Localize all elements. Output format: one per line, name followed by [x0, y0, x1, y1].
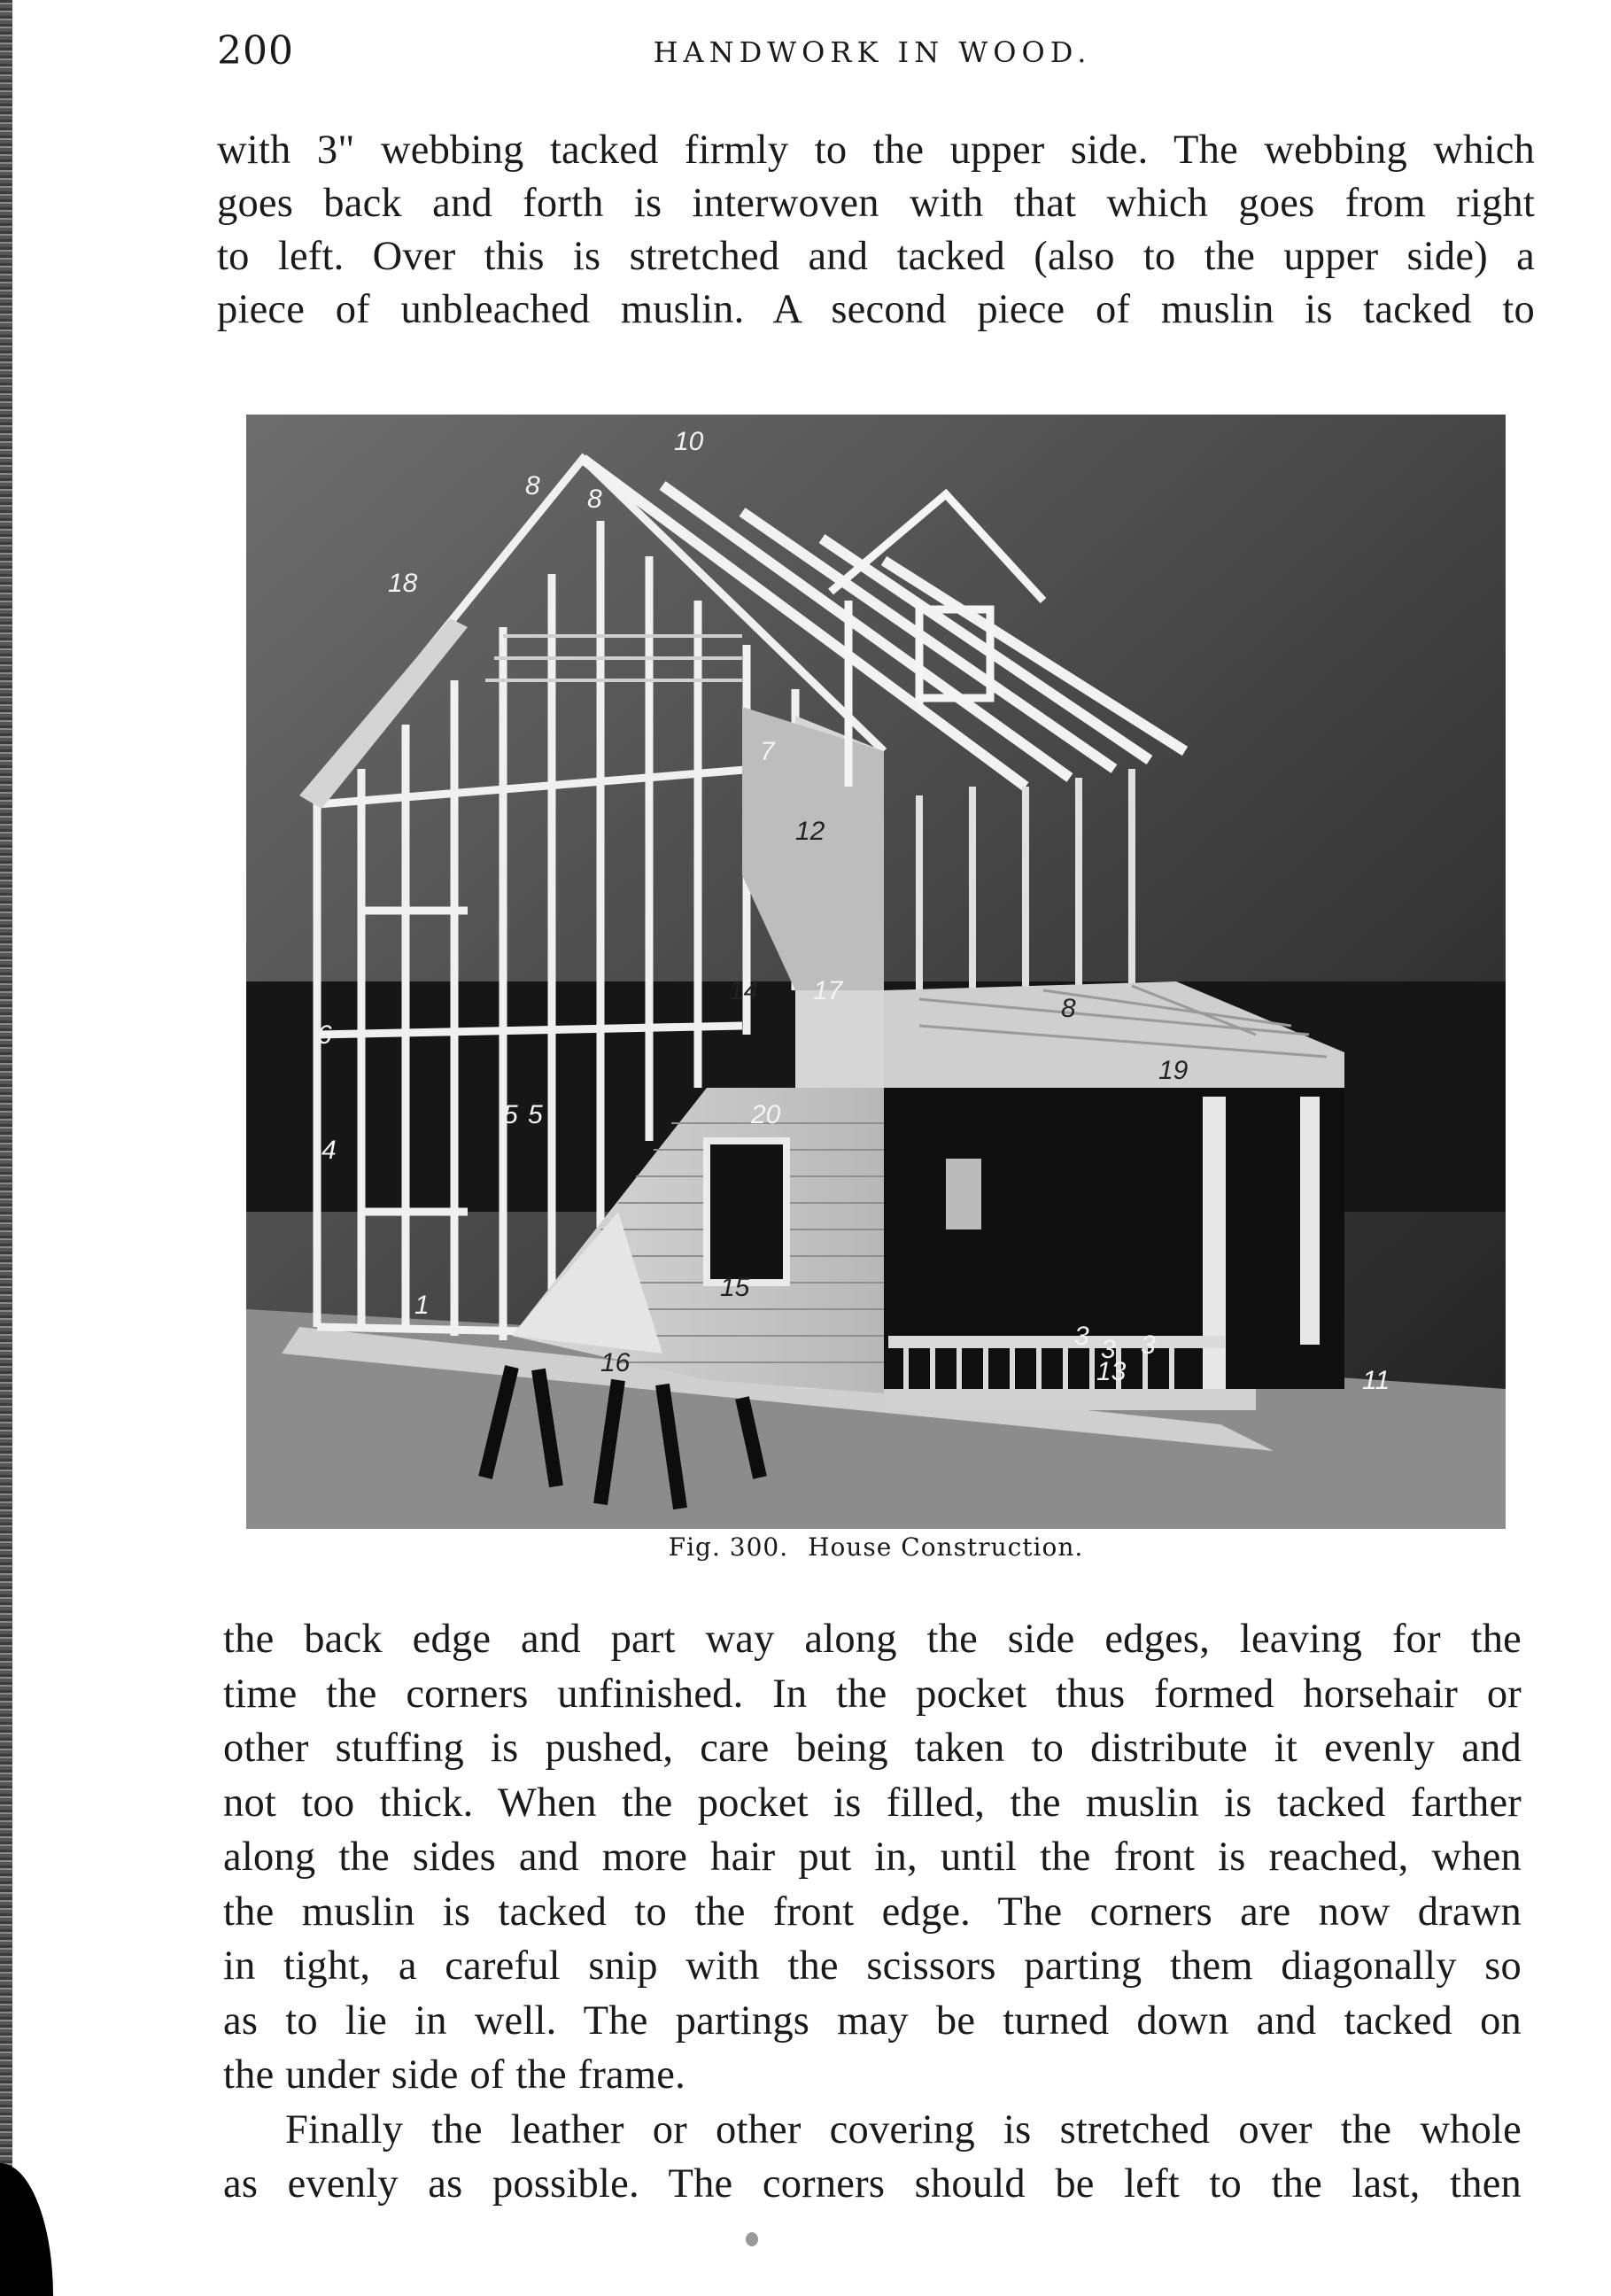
text-line: other stuffing is pushed, care being taken to distribute it evenly and [223, 1726, 1522, 1771]
label-8: 8 [587, 485, 602, 514]
text-line: the muslin is tacked to the front edge. The corners are now drawn [223, 1889, 1522, 1935]
label-3: 3 [1141, 1330, 1156, 1360]
scan-speck [746, 2232, 758, 2246]
label-6: 6 [317, 1020, 332, 1050]
text-line: as evenly as possible. The corners should be left to the last, then [223, 2161, 1522, 2207]
label-8: 8 [1061, 994, 1076, 1023]
porch-floor [884, 1389, 1256, 1410]
text-line: not too thick. When the pocket is filled, the muslin is tacked farther [223, 1780, 1522, 1826]
running-head: HANDWORK IN WOOD. [653, 35, 1092, 69]
label-17: 17 [813, 976, 843, 1005]
page-number: 200 [217, 28, 294, 74]
figure-caption [246, 1532, 1506, 1562]
text-line: goes back and forth is interwoven with that which goes from right [217, 181, 1535, 226]
text-line: Finally the leather or other covering is stretched over the whole [285, 2106, 1522, 2152]
figure-title: House Construction. [808, 1532, 1084, 1562]
porch-rail [888, 1336, 1225, 1348]
label-5: 5 [528, 1100, 543, 1129]
label-7: 7 [760, 737, 775, 766]
binding-edge [0, 0, 12, 2296]
text-line: as to lie in well. The partings may be turned down and tacked on [223, 1997, 1522, 2044]
label-3: 3 [1074, 1322, 1089, 1351]
label-18: 18 [388, 569, 418, 598]
label-5: 5 [503, 1100, 518, 1129]
page-header [217, 28, 1528, 81]
label-10: 10 [674, 427, 704, 456]
window-opening [707, 1141, 786, 1283]
text-line: the under side of the frame. [223, 2052, 685, 2098]
label-12: 12 [795, 817, 825, 846]
label-19: 19 [1158, 1056, 1189, 1085]
text-line: along the sides and more hair put in, until the front is reached, when [223, 1834, 1522, 1880]
text-line: in tight, a careful snip with the scissors parting them diagonally so [223, 1943, 1522, 1989]
label-20: 20 [751, 1100, 781, 1129]
label-8: 8 [525, 471, 540, 500]
text-line: the back edge and part way along the side edges, leaving for the [223, 1617, 1522, 1662]
label-15: 15 [720, 1273, 750, 1302]
text-line: piece of unbleached muslin. A second piece of muslin is tacked to [217, 287, 1535, 332]
text-line: with 3" webbing tacked firmly to the upper side. The webbing which [217, 128, 1535, 173]
text-line: time the corners unfinished. In the pocket thus formed horsehair or [223, 1671, 1522, 1717]
house-construction-photo [246, 415, 1506, 1529]
house-illustration [246, 415, 1506, 1529]
scan-blot [0, 2163, 53, 2296]
label-11: 11 [1362, 1366, 1390, 1395]
label-3: 3 [1101, 1335, 1116, 1364]
porch-window [946, 1159, 981, 1229]
figure-number: Fig. 300. [668, 1532, 789, 1562]
label-1: 1 [414, 1291, 430, 1320]
top-paragraph [217, 124, 1535, 337]
label-4: 4 [321, 1136, 337, 1165]
bottom-paragraphs [223, 1612, 1522, 2212]
label-16: 16 [600, 1348, 631, 1377]
label-13: 13 [1096, 1357, 1127, 1386]
label-14: 14 [729, 976, 759, 1005]
text-line: to left. Over this is stretched and tacked (also to the upper side) a [217, 234, 1535, 279]
